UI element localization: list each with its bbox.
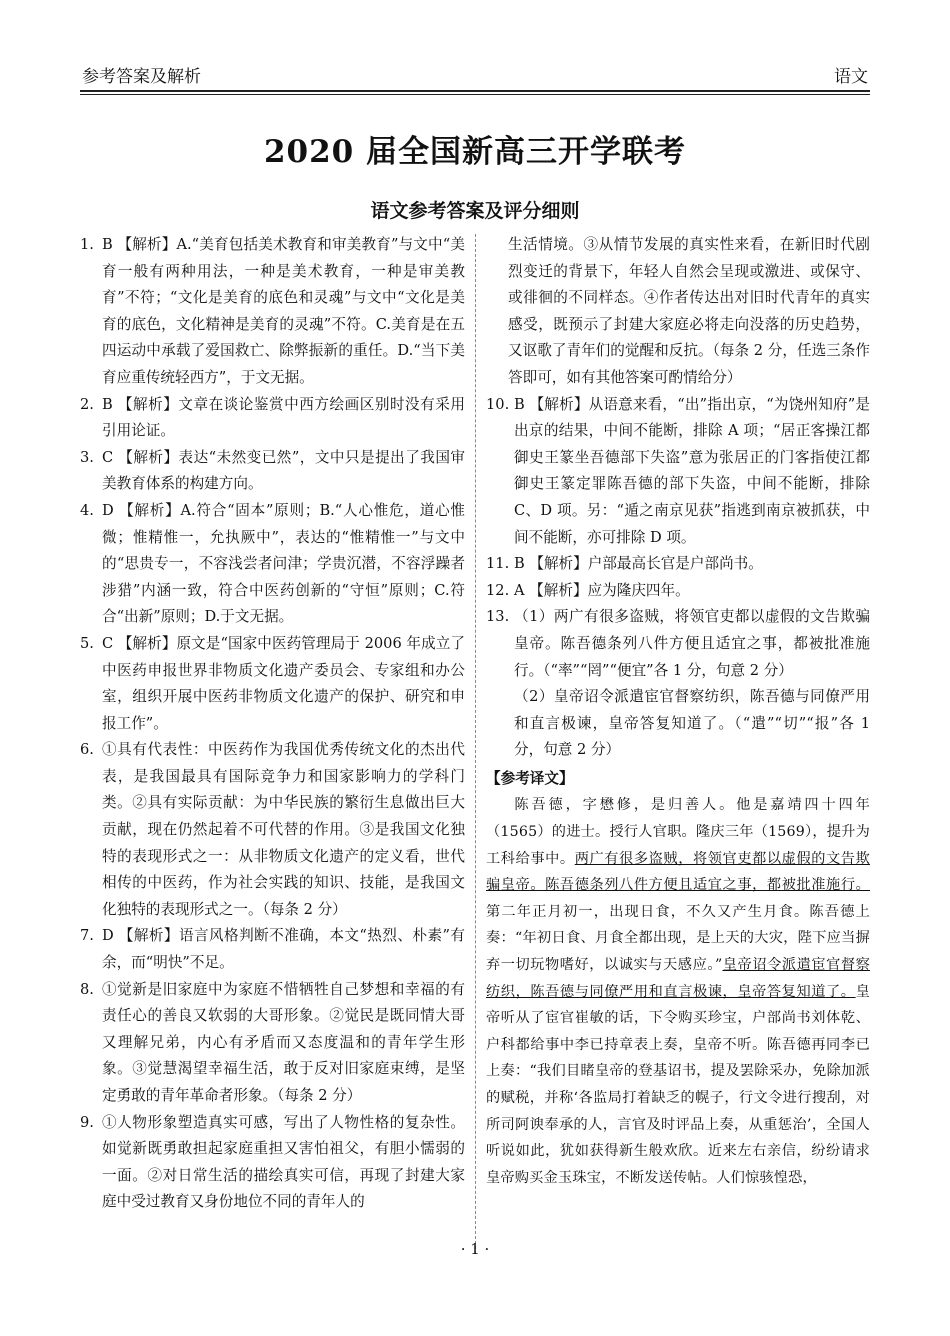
header-rule-thin	[80, 94, 870, 95]
answer-item: 4. D 【解析】A.符合“固本”原则；B.“人心惟危，道心惟微；惟精惟一，允执厥中”，表达的“惟精惟一”与文中的“思贵专一，不容浅尝者问津；学贵沉潜，不容浮躁者涉猎”内涵一致，符合中医药创新的“守恒”原则；C.符合“出新”原则；D.于文无据。	[80, 501, 465, 626]
column-divider	[475, 234, 476, 1254]
page-subtitle: 语文参考答案及评分细则	[370, 200, 580, 222]
answer-item: 3. C 【解析】表达“未然变已然”，文中只是提出了我国审美教育体系的构建方向。	[80, 448, 465, 493]
answer-item: 7. D 【解析】语言风格判断不准确，本文“热烈、朴素”有余，而“明快”不足。	[80, 927, 465, 972]
answer-continuation: 生活情境。③从情节发展的真实性来看，在新旧时代剧烈变迁的背景下，年轻人自然会呈现或激进、或保守、或徘徊的不同样态。④作者传达出对旧时代青年的真实感受，既预示了封建大家庭必将走向没落的历史趋势，又讴歌了青年们的觉醒和反抗。（每条 2 分，任选三条作答即可，如有其他答案可酌情给分）	[508, 236, 870, 386]
page-number: · 1 ·	[460, 1240, 490, 1258]
answer-item: 11. B 【解析】户部最高长官是户部尚书。	[486, 555, 763, 573]
page-header	[82, 58, 868, 92]
translation-heading: 【参考译文】	[486, 769, 574, 787]
right-column	[486, 232, 870, 1191]
answer-item: 6. ①具有代表性：中医药作为我国优秀传统文化的杰出代表，是我国最具有国际竞争力和国家影响力的学科门类。②具有实际贡献：为中华民族的繁衍生息做出巨大贡献，现在仍然起着不可代替的作用。③是我国文化独特的表现形式之一：从非物质文化遗产的定义看，世代相传的中医药，作为社会实践的知识、技能，是我国文化独特的表现形式之一。（每条 2 分）	[80, 741, 465, 918]
answer-item: 5. C 【解析】原文是“国家中医药管理局于 2006 年成立了中医药申报世界非物质文化遗产委员会、专家组和办公室，组织开展中医药非物质文化遗产的保护、研究和申报工作”。	[80, 634, 465, 732]
page-title: 2020 届全国新高三开学联考	[263, 134, 687, 170]
answer-item: 13. （1）两广有很多盗贼，将领官吏都以虚假的文告欺骗皇帝。陈吾德条列八件方便且适宜之事，都被批准施行。（“率”“罔”“便宜”各 1 分，句意 2 分）	[486, 608, 870, 679]
underlined-sentence: 两广有很多盗贼，将领官吏都以虚假的文告欺骗皇帝。陈吾德条列八件方便且适宜之事，都被批准施行。	[486, 850, 870, 894]
answer-item: 12. A 【解析】应为隆庆四年。	[486, 581, 690, 599]
answer-item: 9. ①人物形象塑造真实可感，写出了人物性格的复杂性。如觉新既勇敢担起家庭重担又害怕祖父，有胆小懦弱的一面。②对日常生活的描绘真实可信，再现了封建大家庭中受过教育又身份地位不同的青年人的	[80, 1113, 465, 1211]
answer-item: 8. ①觉新是旧家庭中为家庭不惜牺牲自己梦想和幸福的有责任心的善良又软弱的大哥形象。②觉民是既同情大哥又理解兄弟，内心有矛盾而又态度温和的青年学生形象。③觉慧渴望幸福生活，敢于反对旧家庭束缚，是坚定勇敢的青年革命者形象。（每条 2 分）	[80, 980, 465, 1104]
translation-text: 陈吾德，字懋修，是归善人。他是嘉靖四十四年（1565）的进士。授行人官职。隆庆三年（1569），提升为工科给事中。两广有很多盗贼，将领官吏都以虚假的文告欺骗皇帝。陈吾德条列八件方便且适宜之事，都被批准施行。第二年正月初一，出现日食，不久又产生月食。陈吾德上奏：“年初日食、月食全都出现，是上天的大灾，陛下应当摒弃一切玩物嗜好，以诚实与天感应。”皇帝诏令派遣宦官督察纺织，陈吾德与同僚严用和直言极谏，皇帝答复知道了。皇帝听从了宦官崔敏的话，下令购买珍宝，户部尚书刘体乾、户科都给事中李已持章表上奏，皇帝不听。陈吾德再同李已上奏：“我们目睹皇帝的登基诏书，提及罢除采办，免除加派的赋税，并称‘各监局打着缺乏的幌子，行文令进行搜刮，对所司阿谀奉承的人，言官及时评品上奏，从重惩治’，全国人听说如此，犹如获得新生般欢欣。近来左右亲信，纷纷请求皇帝购买金玉珠宝，不断发送传帖。人们惊骇惶恐，	[486, 797, 870, 1186]
header-right: 语文	[834, 67, 868, 87]
underlined-sentence: 皇帝诏令派遣宦官督察纺织，陈吾德与同僚严用和直言极谏，皇帝答复知道了。	[486, 957, 870, 1000]
header-left: 参考答案及解析	[82, 67, 201, 87]
left-column	[80, 232, 465, 1216]
answer-item: 2. B 【解析】文章在谈论鉴赏中西方绘画区别时没有采用引用论证。	[80, 395, 465, 440]
answer-item: 1. B 【解析】A.“美育包括美术教育和审美教育”与文中“美育一般有两种用法，一种是美术教育，一种是审美教育”不符；“文化是美育的底色和灵魂”与文中“文化是美育的底色，文化精神是美育的灵魂”不符。C.美育是在五四运动中承载了爱国救亡、除弊振新的重任。D.“当下美育应重传统轻西方”，于文无据。	[80, 236, 465, 386]
answer-item: 10. B 【解析】从语意来看，“出”指出京，“为饶州知府”是出京的结果，中间不能断，排除 A 项；“居正客操江都御史王篆坐吾德部下失盗”意为张居正的门客指使江都御史王篆定罪陈吾德的部下失盗，中间不能断，排除 C、D 项。另：“遁之南京见获”指逃到南京被抓获，中间不能断，亦可排除 D 项。	[486, 395, 870, 546]
header-rule	[80, 90, 870, 92]
answer-13-part2: （2）皇帝诏令派遣宦官督察纺织，陈吾德与同僚严用和直言极谏，皇帝答复知道了。（“遣”“切”“报”各 1 分，句意 2 分）	[514, 688, 870, 759]
